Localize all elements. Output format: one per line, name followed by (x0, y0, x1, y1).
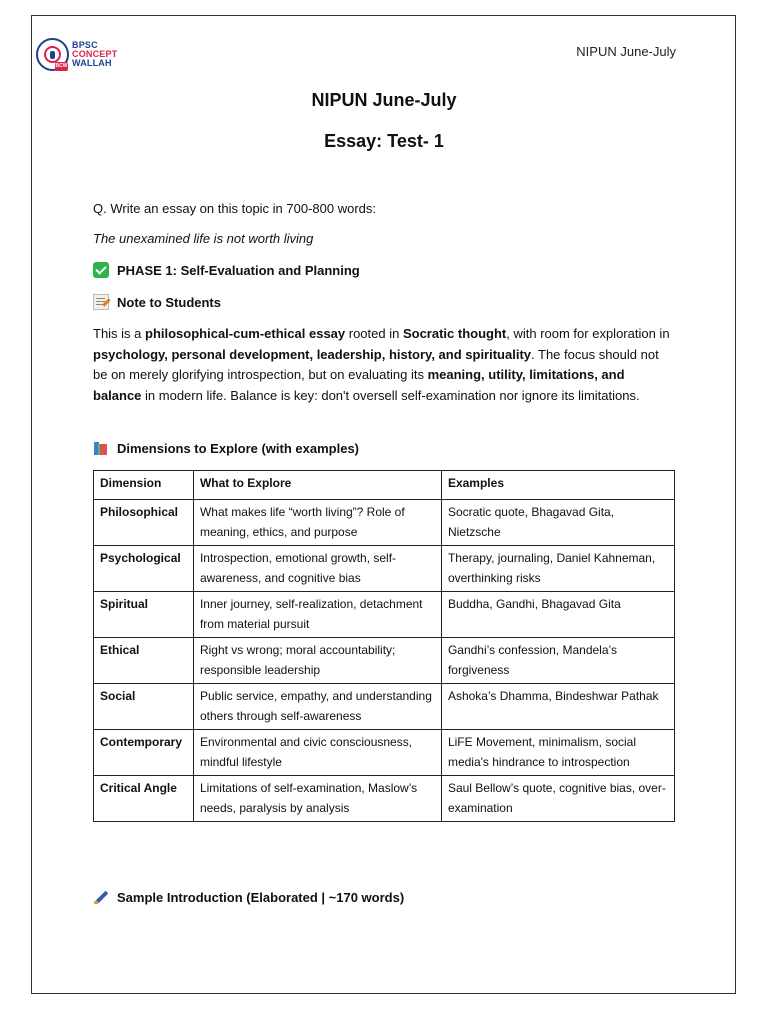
logo-emblem-icon (36, 38, 69, 71)
note-text: . The focus should not be on merely glorifying introspection, but on evaluating its (93, 346, 659, 382)
table-row (94, 776, 675, 822)
dimension-cell: Contemporary (94, 730, 194, 776)
note-text: This is a (93, 326, 146, 341)
phase-heading-text: PHASE 1: Self-Evaluation and Planning (117, 262, 360, 278)
explore-cell: Environmental and civic consciousness, mindful lifestyle (193, 730, 441, 776)
examples-cell: Ashoka’s Dhamma, Bindeshwar Pathak (441, 684, 674, 730)
examples-cell: LiFE Movement, minimalism, social media's hindrance to introspection (441, 730, 674, 776)
note-emphasis: meaning, utility, limitations, and balance (93, 367, 625, 403)
table-row (94, 546, 675, 592)
header-right-text: NIPUN June-July (576, 44, 676, 59)
document-title: NIPUN June-July (311, 90, 457, 110)
logo-line: CONCEPT (72, 49, 118, 59)
column-header: Dimension (94, 471, 194, 500)
dimensions-heading (93, 440, 359, 456)
essay-topic: The unexamined life is not worth living (93, 231, 314, 246)
table-row (94, 592, 675, 638)
logo-line: BPSC (72, 40, 98, 50)
dimension-cell: Spiritual (94, 592, 194, 638)
note-text: , with room for exploration in (506, 326, 670, 341)
table-header-row (94, 471, 675, 500)
dimensions-heading-text: Dimensions to Explore (with examples) (117, 440, 359, 456)
question-text: Q. Write an essay on this topic in 700-800 words: (93, 201, 377, 216)
dimension-cell: Ethical (94, 638, 194, 684)
explore-cell: Inner journey, self-realization, detachment from material pursuit (193, 592, 441, 638)
explore-cell: Introspection, emotional growth, self-awareness, and cognitive bias (193, 546, 441, 592)
books-icon (93, 440, 109, 456)
examples-cell: Therapy, journaling, Daniel Kahneman, overthinking risks (441, 546, 674, 592)
brand-logo (36, 38, 117, 71)
table-row (94, 684, 675, 730)
note-paragraph (93, 324, 675, 406)
document-subtitle: Essay: Test- 1 (324, 131, 444, 151)
explore-cell: What makes life “worth living”? Role of meaning, ethics, and purpose (193, 500, 441, 546)
dimension-cell: Philosophical (94, 500, 194, 546)
note-emphasis: Socratic thought (402, 326, 507, 341)
examples-cell: Saul Bellow’s quote, cognitive bias, over-examination (441, 776, 674, 822)
sample-heading-text: Sample Introduction (Elaborated | ~170 words) (117, 889, 405, 905)
check-mark-icon (93, 262, 109, 278)
table-row (94, 638, 675, 684)
logo-text (72, 41, 117, 68)
sample-heading (93, 889, 404, 905)
note-heading-text: Note to Students (117, 294, 221, 310)
dimensions-table (93, 470, 675, 822)
explore-cell: Right vs wrong; moral accountability; responsible leadership (193, 638, 441, 684)
examples-cell: Buddha, Gandhi, Bhagavad Gita (441, 592, 674, 638)
note-heading (93, 294, 221, 310)
explore-cell: Public service, empathy, and understanding others through self-awareness (193, 684, 441, 730)
dimension-cell: Psychological (94, 546, 194, 592)
examples-cell: Gandhi’s confession, Mandela’s forgiveness (441, 638, 674, 684)
dimension-cell: Social (94, 684, 194, 730)
logo-line: WALLAH (72, 58, 112, 68)
column-header: Examples (441, 471, 674, 500)
pen-icon (93, 889, 109, 905)
memo-icon (93, 294, 109, 310)
logo-badge: BCW (55, 63, 68, 69)
column-header: What to Explore (193, 471, 441, 500)
explore-cell: Limitations of self-examination, Maslow’s needs, paralysis by analysis (193, 776, 441, 822)
note-emphasis: philosophical-cum-ethical essay (145, 326, 346, 341)
note-text: in modern life. Balance is key: don't oversell self-examination nor ignore its limitations. (141, 387, 640, 403)
note-emphasis: psychology, personal development, leadership, history, and spirituality (93, 346, 532, 362)
table-row (94, 730, 675, 776)
table-row (94, 500, 675, 546)
dimension-cell: Critical Angle (94, 776, 194, 822)
examples-cell: Socratic quote, Bhagavad Gita, Nietzsche (441, 500, 674, 546)
note-text: rooted in (345, 326, 403, 341)
phase-heading (93, 262, 360, 278)
